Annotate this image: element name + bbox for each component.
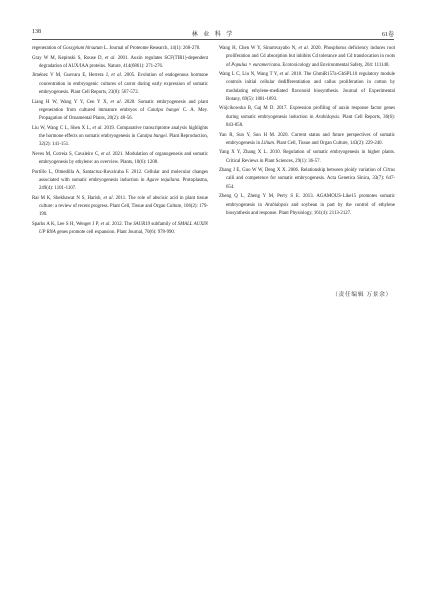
reference-entry [32,221,208,238]
italic-text: SMALL AUXIN UP RNA [39,221,209,235]
italic-text: SAUR19 [133,221,150,227]
italic-text: et al [100,221,110,227]
journal-title: 林 业 科 学 [191,32,235,38]
reference-text: Rai M K, Shekhawat N S, Harish, [32,195,104,201]
reference-entry [32,72,208,97]
reference-text: Wójcikowska B, Gaj M D. 2017. Expression profiling of auxin response factor genes during somatic embryogenesis induction in [219,106,395,120]
editor-note: （责任编辑 万景余） [332,292,392,298]
reference-entry [219,132,395,149]
header-rule [32,39,394,40]
italic-text: et al [298,46,308,51]
reference-entry [32,45,208,53]
italic-text: Lilium [261,140,274,146]
reference-text: . 2020. Somatic embryogenesis and plant regeneration from cultured immature embryos of [39,99,208,113]
reference-entry [219,167,395,192]
reference-text: . 2018. The GhmiR157a-GhSPL10 regulatory module controls initial cellular dedifferentiation and callus proliferation in cotton by modulating ethylene-mediated flavonoid biosynthesis. Journal of Experimental Botany, 69(5): 1081-1093. [226,72,395,102]
italic-text: Catalpa bungei [136,133,167,139]
reference-text: Jiménez V M, Guevara E, Herrera J, [32,73,112,79]
reference-entry [32,99,208,124]
reference-text: Portillo L, Olmedilla A, Santacruz-Ruvalcaba F. 2012. Cellular and molecular changes associated with somatic embryogenesis induction in [32,169,208,183]
reference-text: . 2011. The role of abscisic acid in plant tissue culture: a review of recent progress. Plant Cell, Tissue and Organ Culture, 106(2): 179-190. [39,195,208,218]
reference-text: regeneration of [32,46,63,51]
italic-text: et al [279,72,289,78]
reference-text: subfamily of [149,221,178,227]
reference-entry [32,169,208,194]
reference-entry [32,195,208,220]
reference-text: . 2019. Comparative transcriptome analysis highlights the hormone effects on somatic embryogenesis in [39,125,208,139]
reference-text: Liu W, Wang C L, Shen X L, [32,125,93,131]
italic-text: et al [110,99,121,105]
page-number: 138 [32,29,41,35]
italic-text: Arabidopsis [264,202,289,208]
italic-text: et al [104,55,115,61]
reference-entry [32,55,208,72]
volume-label: 61卷 [381,32,394,38]
italic-text: Populus × euramericana [231,62,280,68]
italic-text: et al [111,73,121,79]
italic-text: et al [103,195,113,201]
reference-text: genes promote cell expansion. Plant Journal, 70(6): 978-990. [55,230,176,235]
italic-text: Arabidopsis [315,114,340,120]
reference-text: L. Journal of Proteome Research, 14(1): 268-278. [102,46,201,51]
reference-text: Wang L C, Liu N, Wang T Y, [219,72,280,78]
reference-entry [219,193,395,218]
reference-entry [219,45,395,70]
reference-entry [219,105,395,130]
reference-entry [219,149,395,166]
reference-entry [32,125,208,150]
reference-text: . 2001. Auxin regulates SCF(TIR1)-dependent degradation of AUX/IAA proteins. Nature, 414(6861): 271-276. [39,55,208,69]
reference-text: and soybean in part by the control of ethylene biosynthesis and response. Plant Physiology, 161(4): 2113-2127. [226,202,395,216]
italic-text: Agave tequilana [146,177,180,183]
right-reference-column [219,45,395,219]
reference-text: Yan R, Sun Y, Sun H M. 2020. Current status and future perspectives of somatic embryogenesis in [219,132,395,146]
reference-text: . Ecotoxicology and Environmental Safety, 204: 111148. [280,62,390,68]
reference-text: C. A. Mey. Propagation of Ornamental Plants, 20(2): 48-56. [39,107,208,122]
italic-text: Catalpa bungei [147,107,180,113]
reference-text: calli and competence for somatic embryogenesis. Acta Genetica Sinica, 33(7): 647-654. [226,176,395,190]
reference-text: Gray W M, Kepinski S, Rouse D, [32,55,105,61]
reference-text: . Plant Reproduction, 32(2): 141-151. [39,133,208,148]
italic-text: et al [92,125,102,131]
reference-text: . 2005. Evolution of endogenous hormone concentration in embryogenic cultures of carrot during early expression of somatic embryogenesis. Plant Cell Reports, 23(8): 567-572. [39,73,208,95]
reference-text: . 2020. Phosphorus deficiency induces root proliferation and Cd absorption but inhibits Cd tolerance and Cd translocation in roots of [226,46,395,68]
reference-text: . Plant Cell Reports, 36(6): 843-858. [226,114,396,128]
reference-text: Liang H W, Wang Y Y, Cen Y X, [32,99,111,105]
left-reference-column [32,45,208,239]
reference-text: Yang X Y, Zhang X L. 2010. Regulation of somatic embryogenesis in higher plants. Critical Reviews in Plant Sciences, 29(1): 36-57. [219,150,395,164]
reference-text: . Plant Cell, Tissue and Organ Culture, 143(2): 229-240. [273,140,383,146]
reference-text: . 2012. The [109,221,134,227]
reference-text: Wang H, Chen W Y, Sinumvayabo N, [219,46,299,51]
reference-text: Zhang J E, Guo W W, Deng X X. 2006. Relationship between ploidy variation of [219,168,383,174]
reference-entry [219,71,395,104]
reference-text: Zheng Q L, Zheng Y M, Perry S E. 2013. AGAMOUS-Like15 promotes somatic embryogenesis in [219,194,395,208]
italic-text: Citrus [382,168,395,174]
reference-text: Neves M, Correia S, Cavaleiro C, [32,151,101,157]
italic-text: et al [101,151,110,157]
reference-text: . Protoplasma, 249(4): 1101-1107. [39,177,208,192]
reference-entry [32,151,208,168]
reference-text: . 2021. Modulation of organogenesis and somatic embryogenesis by ethylene: an overview. Plants, 10(6): 1208. [39,151,208,165]
reference-text: Sparks A K, Lee S H, Wenger J P, [32,221,101,227]
italic-text: Gossypium hirsutum [62,46,103,51]
